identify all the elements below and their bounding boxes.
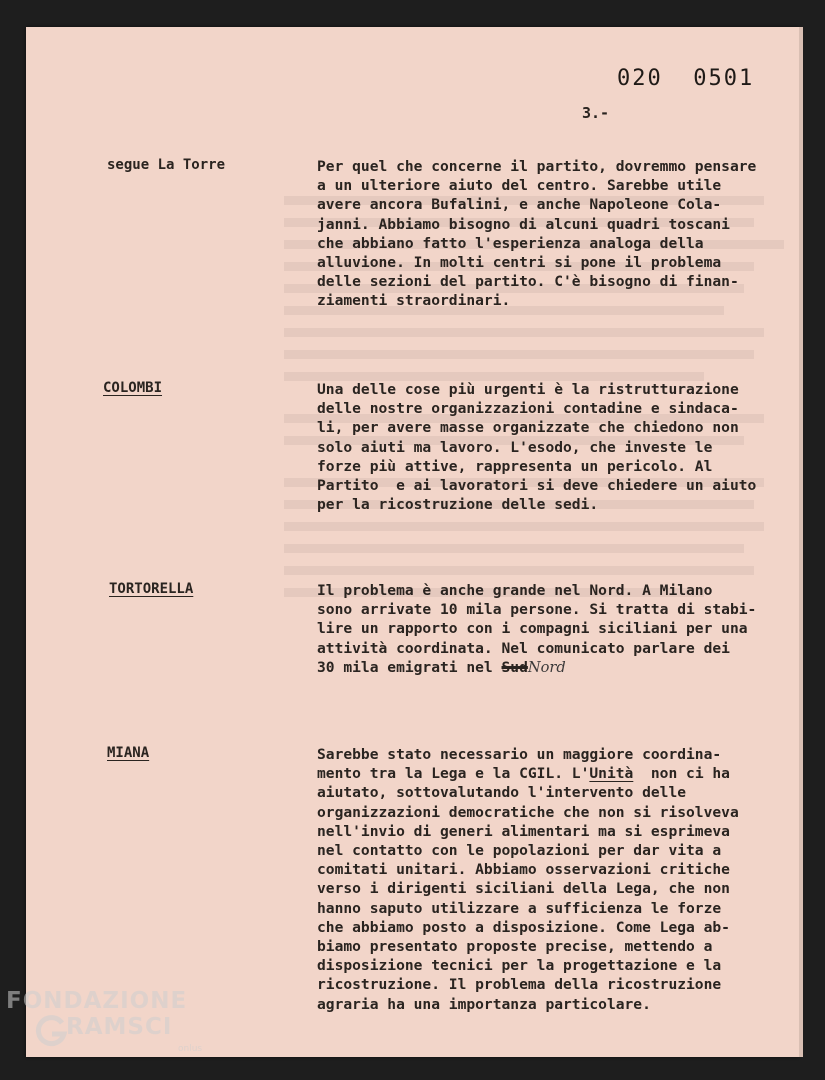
text-line-with-correction	[317, 658, 793, 677]
text-line: alluvione. In molti centri si pone il problema	[317, 254, 722, 272]
text-line: Sarebbe stato necessario un maggiore coordina-	[317, 746, 722, 763]
paragraph-miana	[317, 745, 793, 1014]
text-line: forze più attive, rappresenta un pericolo. Al	[317, 457, 713, 475]
speaker-label: segue La Torre	[107, 157, 226, 173]
text-line: li, per avere masse organizzate che chiedono non	[317, 419, 739, 437]
paragraph-colombi	[317, 380, 793, 514]
handwritten-correction: Nord	[527, 658, 566, 676]
text-line: comitati unitari. Abbiamo osservazioni critiche	[317, 861, 730, 879]
text-line: lire un rapporto con i compagni siciliani per una	[317, 620, 748, 638]
text-line: Una delle cose più urgenti è la ristrutturazione	[317, 381, 739, 398]
text-line: a un ulteriore aiuto del centro. Sarebbe utile	[317, 177, 722, 195]
struck-word: Sud	[501, 658, 528, 676]
text-line: delle nostre organizzazioni contadine e sindaca-	[317, 400, 739, 418]
text-line: agraria ha una importanza particolare.	[317, 995, 651, 1013]
watermark-line1: FONDAZIONE	[6, 988, 188, 1014]
watermark-line2: RAMSCI	[66, 1014, 173, 1040]
speaker-label: MIANA	[107, 745, 150, 761]
watermark-suffix: onlus	[178, 1044, 203, 1054]
text-line: Il problema è anche grande nel Nord. A Milano	[317, 582, 713, 599]
text-fragment: mento tra la Lega e la CGIL. L'	[317, 765, 590, 783]
text-line: janni. Abbiamo bisogno di alcuni quadri toscani	[317, 215, 730, 233]
text-line: disposizione tecnici per la progettazione e la	[317, 957, 722, 975]
text-line: nel contatto con le popolazioni per dar vita a	[317, 842, 722, 860]
text-line: Per quel che concerne il partito, dovremmo pensare	[317, 158, 757, 175]
text-line: nell'invio di generi alimentari ma si esprimeva	[317, 822, 730, 840]
text-line: ziamenti straordinari.	[317, 292, 511, 310]
text-line: solo aiuti ma lavoro. L'esodo, che investe le	[317, 438, 713, 456]
text-line: avere ancora Bufalini, e anche Napoleone Cola-	[317, 196, 722, 214]
text-fragment: 30 mila emigrati nel	[317, 658, 502, 676]
text-line: hanno saputo utilizzare a sufficienza le forze	[317, 899, 722, 917]
text-fragment: non ci ha	[633, 765, 730, 783]
text-line: attività coordinata. Nel comunicato parlare dei	[317, 639, 730, 657]
text-line: organizzazioni democratiche che non si risolveva	[317, 803, 739, 821]
newspaper-title: Unità	[589, 765, 634, 783]
text-line: che abbiamo posto a disposizione. Come Lega ab-	[317, 918, 730, 936]
text-line-with-title	[317, 764, 793, 783]
text-line: ricostruzione. Il problema della ricostruzione	[317, 976, 722, 994]
paper-edge	[799, 27, 803, 1057]
page-number: 3.-	[582, 104, 610, 122]
text-line: per la ricostruzione delle sedi.	[317, 496, 599, 514]
paragraph-tortorella	[317, 581, 793, 677]
archive-number: 020 0501	[617, 66, 755, 91]
text-line: che abbiano fatto l'esperienza analoga della	[317, 234, 704, 252]
text-line: delle sezioni del partito. C'è bisogno di finan-	[317, 273, 739, 291]
text-line: Partito e ai lavoratori si deve chiedere un aiuto	[317, 477, 757, 495]
text-line: sono arrivate 10 mila persone. Si tratta di stabi-	[317, 601, 757, 619]
text-line: biamo presentato proposte precise, mettendo a	[317, 938, 713, 956]
speaker-label: COLOMBI	[103, 380, 163, 396]
text-line: verso i dirigenti siciliani della Lega, che non	[317, 880, 730, 898]
paragraph-latorre	[317, 157, 793, 311]
speaker-label: TORTORELLA	[109, 581, 194, 597]
text-line: aiutato, sottovalutando l'intervento delle	[317, 784, 687, 802]
